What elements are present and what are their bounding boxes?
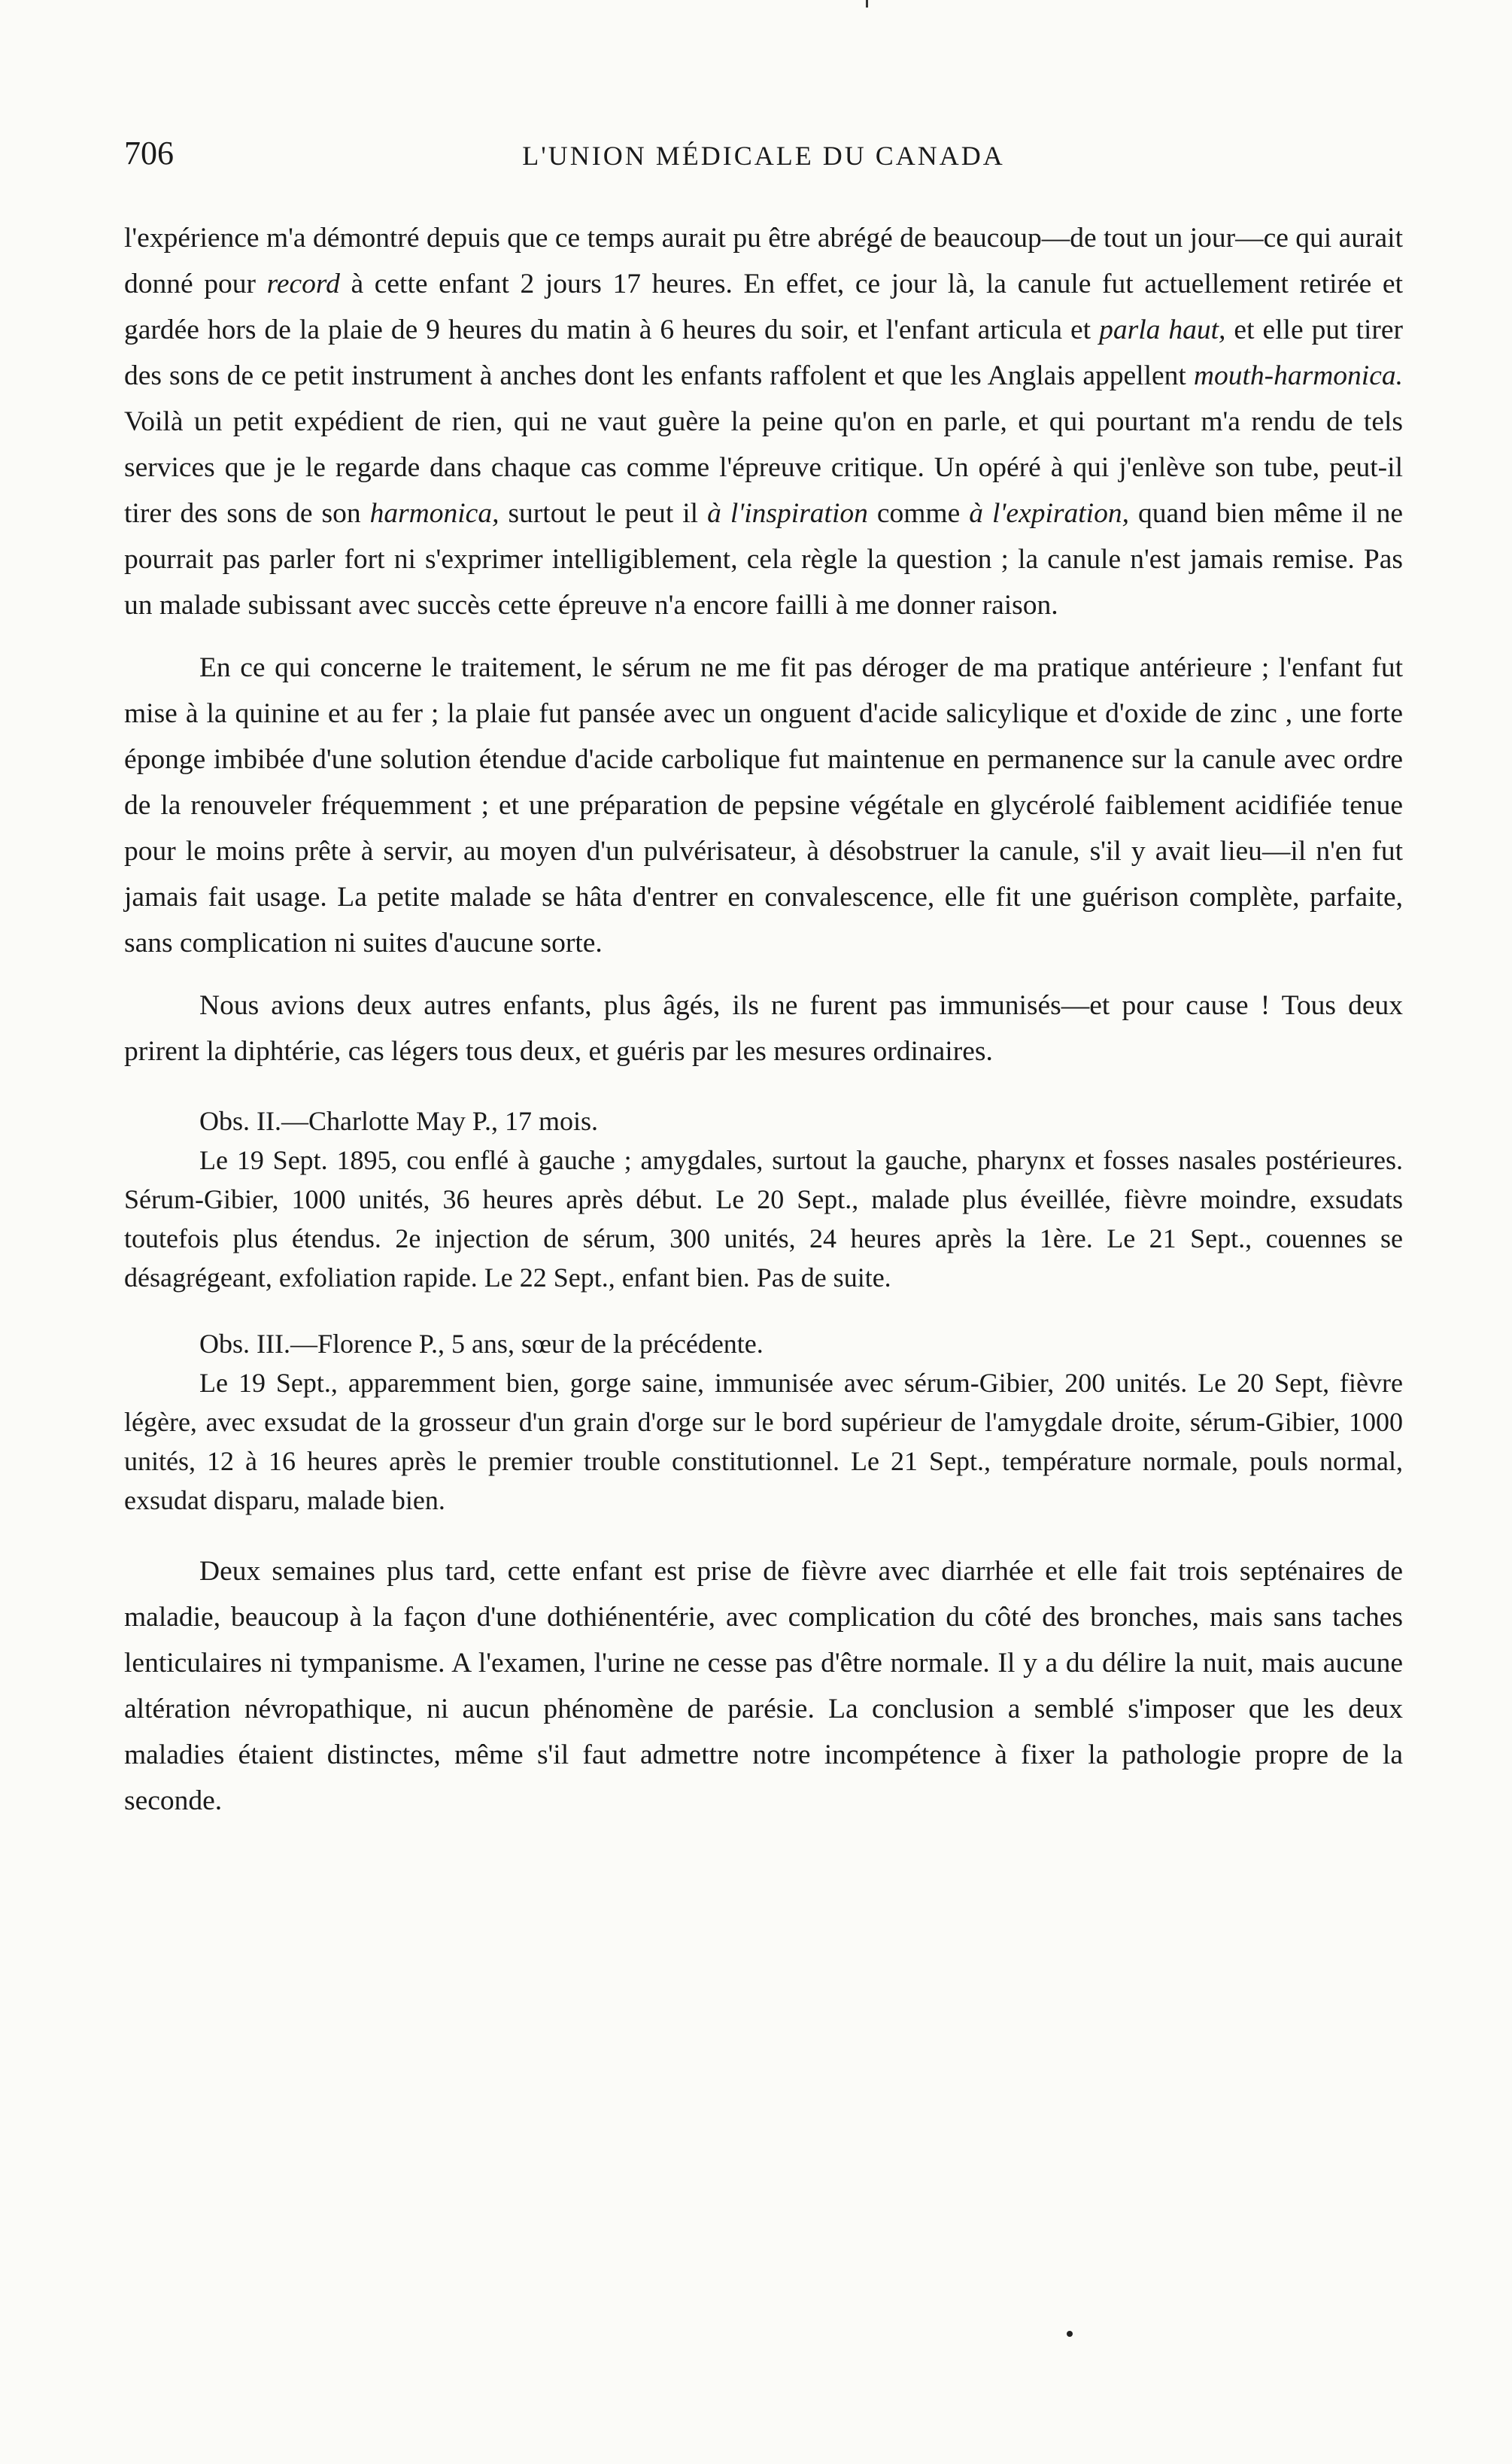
p1-text-m: quand bien même il ne pourrait pas parler fort ni s'exprimer intelligiblement, cela règle la question ; la canule n'est jamais remise. Pas un malade subissant avec succès cette épreuve n'a encore failli à me donner raison. — [124, 498, 1403, 621]
page-header — [124, 134, 1403, 194]
scan-mark — [866, 0, 868, 8]
p1-italic-expiration: à l'expiration, — [969, 498, 1129, 529]
running-head: L'UNION MÉDICALE DU CANADA — [522, 141, 1005, 171]
p1-text-c: à cette enfant 2 jours 17 heures. En effet, ce jour là, la canule fut actuellement retirée et gardée hors de la plaie de 9 heures du matin à 6 heures du soir, et l'enfant articula et — [124, 269, 1403, 345]
page — [124, 134, 1403, 1824]
p1-italic-inspiration: à l'inspiration — [707, 498, 868, 529]
observation-2-body: Le 19 Sept. 1895, cou enflé à gauche ; amygdales, surtout la gauche, pharynx et fosses nasales postérieures. Sérum-Gibier, 1000 unités, 36 heures après début. Le 20 Sept., malade plus éveillée, fièvre moindre, exsudats toutefois plus étendus. 2e injection de sérum, 300 unités, 24 heures après la 1ère. Le 21 Sept., couennes se désagrégeant, exfoliation rapide. Le 22 Sept., enfant bien. Pas de suite. — [124, 1145, 1403, 1293]
p1-italic-harmonica: harmonica, — [369, 498, 499, 529]
paragraph-1 — [124, 215, 1403, 628]
paragraph-3: Nous avions deux autres enfants, plus âgés, ils ne furent pas immunisés—et pour cause ! Tous deux prirent la diphtérie, cas légers tous deux, et guéris par les mesures ordinaires. — [124, 990, 1403, 1067]
observation-2 — [124, 1101, 1403, 1297]
observation-3-title: Obs. III.—Florence P., 5 ans, sœur de la précédente. — [199, 1329, 764, 1359]
p1-italic-parla-haut: parla haut, — [1099, 314, 1226, 345]
observation-3 — [124, 1324, 1403, 1520]
p1-italic-mouth-harmonica: mouth-harmonica. — [1193, 360, 1403, 391]
observation-3-body: Le 19 Sept., apparemment bien, gorge saine, immunisée avec sérum-Gibier, 200 unités. Le 20 Sept, fièvre légère, avec exsudat de la grosseur d'un grain d'orge sur le bord supérieur de l'amygdale droite, sérum-Gibier, 1000 unités, 12 à 16 heures après le premier trouble constitutionnel. Le 21 Sept., température normale, pouls normal, exsudat disparu, malade bien. — [124, 1368, 1403, 1515]
observation-2-title: Obs. II.—Charlotte May P., 17 mois. — [199, 1106, 598, 1136]
ink-dot — [1067, 2331, 1073, 2337]
paragraph-4: Deux semaines plus tard, cette enfant est prise de fièvre avec diarrhée et elle fait trois septénaires de maladie, beaucoup à la façon d'une dothiénentérie, avec complication du côté des bronches, mais sans taches lenticulaires ni tympanisme. A l'examen, l'urine ne cesse pas d'être normale. Il y a du délire la nuit, mais aucune altération névropathique, ni aucun phénomène de parésie. La conclusion a semblé s'imposer que les deux maladies étaient distinctes, même s'il faut admettre notre incompétence à fixer la pathologie propre de la seconde. — [124, 1556, 1403, 1816]
p1-text-i: surtout le peut il — [499, 498, 708, 529]
page-number: 706 — [124, 135, 174, 172]
p1-text-a: l'expérience m'a démontré depuis que ce temps aurait pu être abrégé de beaucoup—de tout un jour—ce qui aurait donné pour — [124, 223, 1403, 299]
p1-text-g: Voilà un petit expédient de rien, qui ne vaut guère la peine qu'on en parle, et qui pourtant m'a rendu de tels services que je le regarde dans chaque cas comme l'épreuve critique. Un opéré à qui j'enlève son tube, peut-il tirer des sons de son — [124, 406, 1403, 529]
p1-text-e: et elle put tirer des sons de ce petit instrument à anches dont les enfants raffolent et que les Anglais appellent — [124, 314, 1403, 391]
p1-italic-record: record — [266, 269, 340, 299]
paragraph-2: En ce qui concerne le traitement, le sérum ne me fit pas déroger de ma pratique antérieure ; l'enfant fut mise à la quinine et au fer ; la plaie fut pansée avec un onguent d'acide salicylique et d'oxide de zinc , une forte éponge imbibée d'une solution étendue d'acide carbolique fut maintenue en permanence sur la canule avec ordre de la renouveler fréquemment ; et une préparation de pepsine végétale en glycérolé faiblement acidifiée tenue pour le moins prête à servir, au moyen d'un pulvérisateur, à désobstruer la canule, s'il y avait lieu—il n'en fut jamais fait usage. La petite malade se hâta d'entrer en convalescence, elle fit une guérison complète, parfaite, sans complication ni suites d'aucune sorte. — [124, 652, 1403, 959]
p1-text-k: comme — [867, 498, 970, 529]
